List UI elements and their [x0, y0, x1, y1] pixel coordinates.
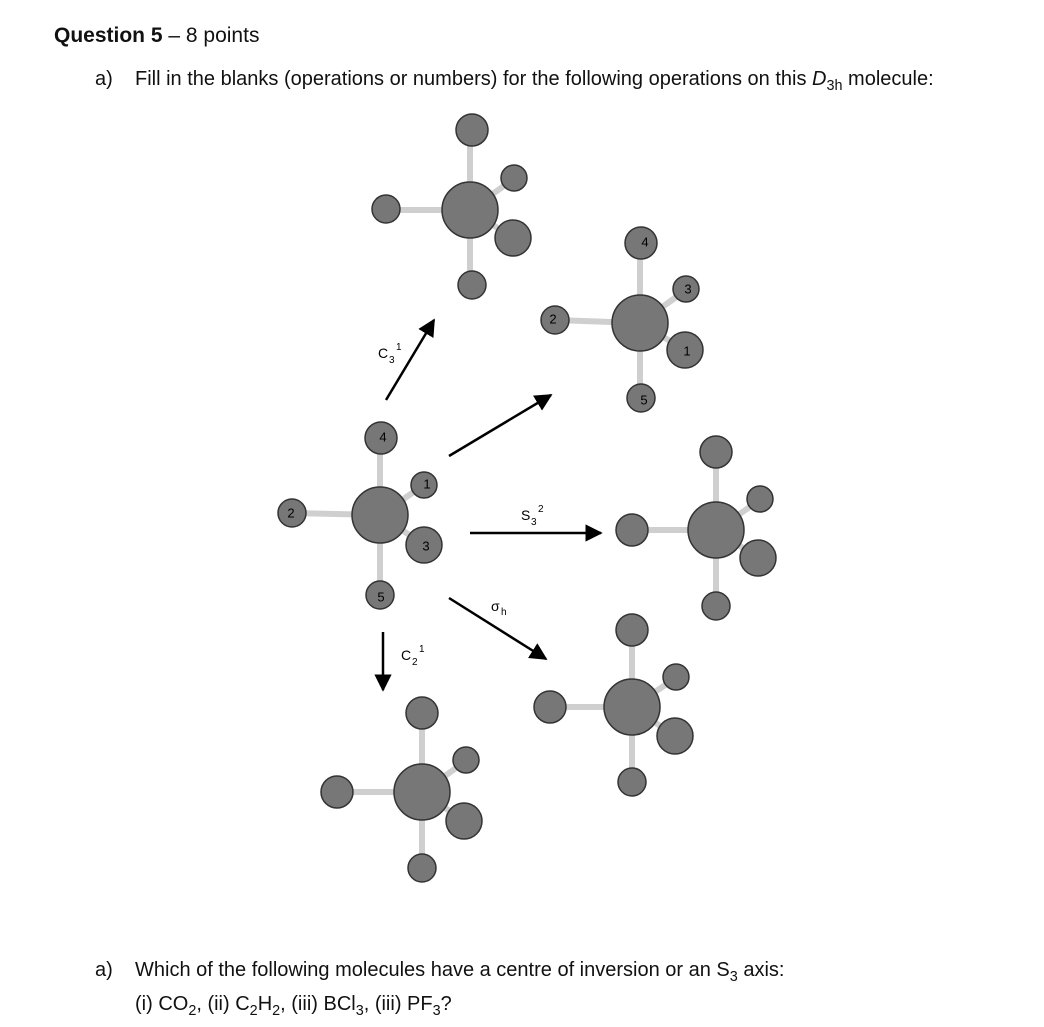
molecule-c2-result — [321, 697, 482, 882]
op-sigma-sub: h — [501, 607, 507, 618]
co2-text: (i) CO — [135, 992, 189, 1015]
label-c2 — [401, 644, 425, 668]
question-title: Question 5 — [54, 24, 163, 47]
atom-label: 4 — [641, 234, 649, 250]
bcl3-text: , (iii) BCl — [280, 992, 356, 1015]
point-group-sub: 3h — [826, 78, 843, 94]
co2-sub: 2 — [188, 1002, 197, 1019]
label-sigma-h — [491, 598, 507, 618]
op-c3-main: C — [378, 345, 389, 361]
part-b-molecule-list — [95, 989, 784, 1023]
op-c2-sub: 2 — [412, 657, 418, 668]
part-b-line1-after: axis: — [737, 959, 785, 981]
point-group-main: D — [812, 68, 827, 90]
label-c3 — [378, 342, 402, 366]
op-sigma-main: σ — [491, 598, 500, 614]
pf3-end: ? — [440, 992, 452, 1015]
c2h2-text-b: H — [257, 992, 273, 1015]
part-b-line1-before: Which of the following molecules have a centre of inversion or an S — [135, 959, 730, 981]
part-a-text-after: molecule: — [842, 68, 934, 90]
op-s3-main: S — [521, 507, 531, 523]
molecule-sigma-result — [534, 614, 693, 796]
op-c2-main: C — [401, 647, 412, 663]
molecule-original — [278, 422, 442, 609]
pf3-sub: 3 — [432, 1002, 441, 1019]
part-a-label: a) — [95, 68, 113, 90]
question-points: – 8 points — [168, 24, 260, 47]
molecule-c3-result — [372, 114, 531, 299]
part-a-text-before: Fill in the blanks (operations or numbers) for the following operations on this — [135, 68, 813, 90]
arrow-upper-right — [449, 395, 551, 456]
c2h2-sub1: 2 — [249, 1002, 258, 1019]
atom-label: 5 — [640, 392, 648, 408]
part-b-prompt — [95, 955, 784, 1022]
part-b-line1-sub: 3 — [729, 969, 738, 985]
atom-label: 3 — [684, 281, 692, 297]
atom-label: 1 — [683, 343, 691, 359]
atom-label: 2 — [287, 505, 295, 521]
atom-label: 5 — [377, 589, 385, 605]
molecule-s3-result — [616, 436, 776, 620]
molecule-numbered-result — [541, 227, 703, 412]
c2h2-text-a: , (ii) C — [196, 992, 250, 1015]
atom-label: 2 — [549, 311, 557, 327]
op-c3-sup: 1 — [396, 342, 402, 353]
pf3-text: , (iii) PF — [363, 992, 433, 1015]
op-s3-sub: 3 — [531, 517, 537, 528]
op-s3-sup: 2 — [538, 504, 544, 515]
atom-label: 1 — [423, 476, 431, 492]
part-b-label: a) — [95, 959, 113, 981]
c2h2-sub2: 2 — [272, 1002, 281, 1019]
op-c2-sup: 1 — [419, 644, 425, 655]
op-c3-sub: 3 — [389, 355, 395, 366]
bcl3-sub: 3 — [355, 1002, 364, 1019]
label-s3 — [521, 504, 544, 528]
atom-label: 4 — [379, 429, 387, 445]
atom-label: 3 — [422, 538, 430, 554]
